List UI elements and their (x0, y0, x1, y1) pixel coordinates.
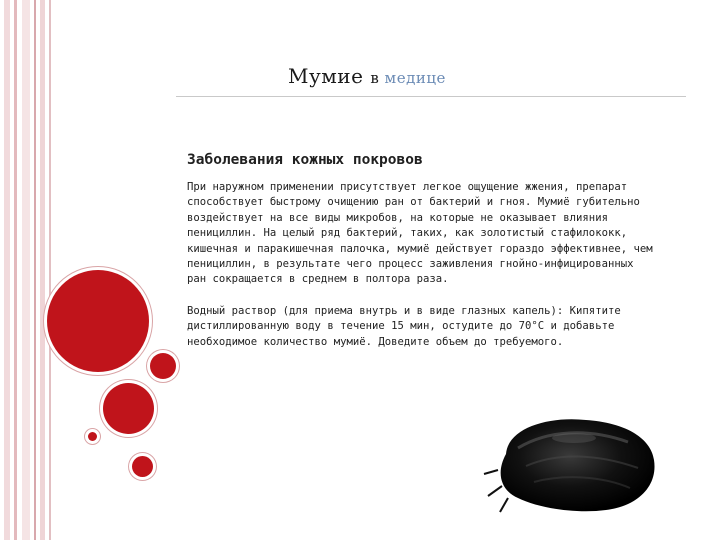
medium-red-circle (103, 383, 154, 434)
title-word: в (370, 69, 385, 87)
decorative-circles (0, 0, 200, 540)
paragraph: Водный раствор (для приема внутрь и в виде глазных капель): Кипятите дистиллированную воду в течение 15 мин, остудите до 70°С и добавьте необходимое количество мумиё. Доведите объем до требуемого. (187, 304, 621, 348)
title-divider (176, 96, 686, 97)
title-accent: медице (384, 69, 446, 87)
tiny-red-circle (88, 432, 97, 441)
slide-content (187, 152, 657, 350)
section-heading: Заболевания кожных покровов (187, 152, 423, 168)
small-red-circle (132, 456, 153, 477)
title-lead: Мумие (288, 64, 371, 88)
large-red-circle (47, 270, 149, 372)
paragraph: При наружном применении присутствует легкое ощущение жжения, препарат способствует быстрому очищению ран от бактерий и гноя. Мумиё губительно воздействует на все виды микробов, на которые не оказывает влияния пенициллин. На целый ряд бактерий, таких, как золотистый стафилококк, кишечная и паракишечная палочка, мумиё действует гораздо эффективнее, чем пенициллин, в результате чего процесс заживления гнойно-инфицированных ран сокращается в среднем в полтора раза. (187, 181, 653, 286)
small-red-circle (150, 353, 176, 379)
mumie-resin-image (478, 408, 668, 518)
slide-title (288, 64, 446, 88)
